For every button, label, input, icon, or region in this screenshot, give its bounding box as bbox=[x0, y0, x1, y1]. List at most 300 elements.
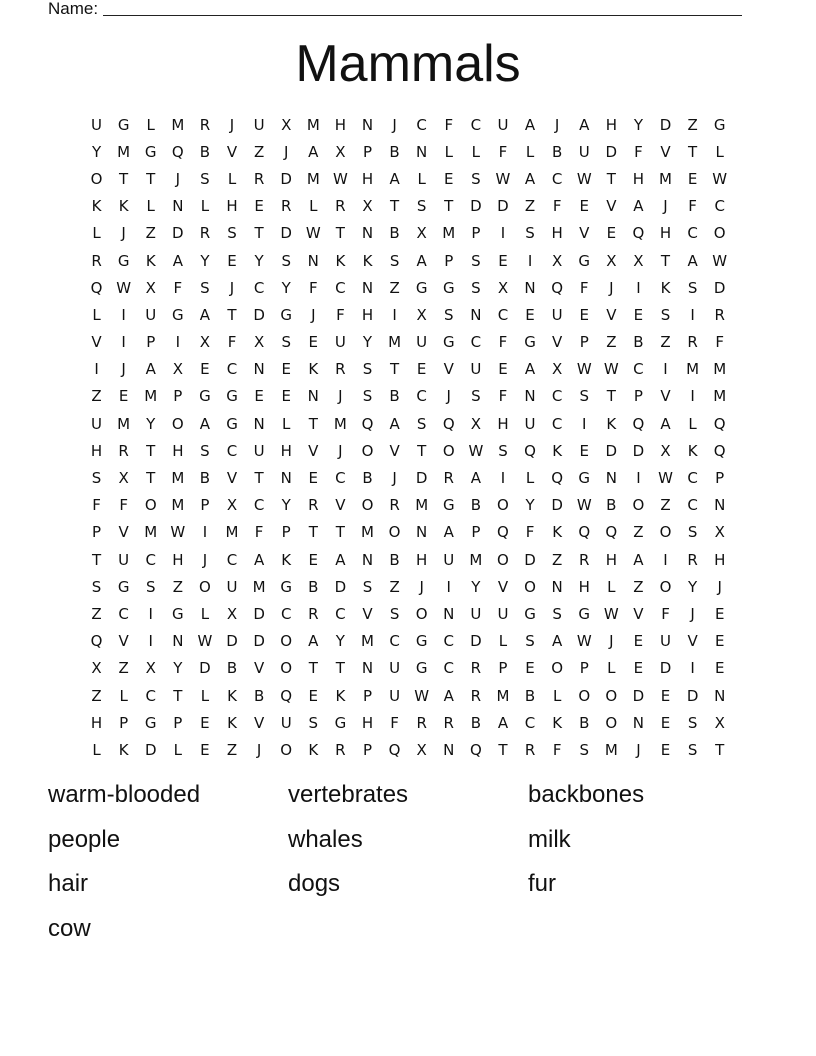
grid-letter: X bbox=[335, 142, 346, 161]
grid-letter: Q bbox=[524, 441, 536, 460]
grid-letter: T bbox=[498, 740, 508, 759]
grid-letter: S bbox=[687, 278, 698, 297]
grid-letter: S bbox=[525, 224, 535, 243]
grid-letter: C bbox=[226, 550, 238, 569]
grid-letter: Z bbox=[91, 604, 102, 623]
grid-letter: R bbox=[199, 224, 211, 243]
grid-letter: G bbox=[442, 278, 455, 297]
grid-letter: X bbox=[226, 604, 238, 623]
grid-letter: D bbox=[497, 197, 509, 216]
grid-row bbox=[83, 437, 733, 464]
grid-letter: T bbox=[335, 224, 345, 243]
grid-letter: E bbox=[525, 659, 535, 678]
grid-letter: H bbox=[226, 197, 238, 216]
grid-letter: C bbox=[226, 360, 238, 379]
grid-row bbox=[83, 655, 733, 682]
grid-letter: C bbox=[687, 496, 698, 515]
grid-letter: M bbox=[659, 169, 672, 188]
grid-letter: E bbox=[687, 169, 698, 188]
grid-letter: L bbox=[227, 169, 237, 188]
grid-letter: C bbox=[335, 469, 346, 488]
grid-letter: V bbox=[253, 659, 265, 678]
grid-letter: O bbox=[497, 550, 509, 569]
grid-letter: Q bbox=[632, 414, 645, 433]
grid-letter: B bbox=[470, 496, 481, 515]
word-bank-item: hair bbox=[48, 870, 89, 898]
grid-letter: P bbox=[173, 713, 183, 732]
grid-letter: N bbox=[253, 360, 265, 379]
grid-letter: O bbox=[144, 496, 157, 515]
grid-letter: K bbox=[335, 251, 346, 270]
grid-letter: R bbox=[335, 360, 346, 379]
grid-row bbox=[83, 709, 733, 736]
grid-letter: Y bbox=[146, 414, 156, 433]
grid-letter: O bbox=[713, 224, 726, 243]
grid-letter: N bbox=[172, 632, 184, 651]
grid-letter: L bbox=[200, 686, 210, 705]
grid-letter: H bbox=[172, 550, 184, 569]
grid-letter: E bbox=[660, 686, 671, 705]
grid-letter: R bbox=[118, 441, 129, 460]
grid-letter: V bbox=[497, 577, 509, 596]
grid-letter: T bbox=[389, 197, 400, 216]
grid-letter: E bbox=[200, 740, 210, 759]
grid-letter: W bbox=[576, 632, 592, 651]
grid-letter: W bbox=[170, 523, 186, 542]
grid-letter: D bbox=[280, 169, 292, 188]
grid-letter: M bbox=[252, 577, 266, 596]
grid-letter: S bbox=[687, 740, 698, 759]
grid-letter: S bbox=[579, 740, 589, 759]
grid-letter: W bbox=[603, 360, 619, 379]
grid-letter: C bbox=[497, 305, 509, 324]
grid-letter: M bbox=[604, 740, 618, 759]
grid-letter: X bbox=[118, 469, 129, 488]
grid-letter: M bbox=[306, 169, 320, 188]
grid-letter: J bbox=[202, 550, 208, 569]
word-bank-item: people bbox=[48, 825, 121, 853]
grid-letter: E bbox=[660, 740, 671, 759]
grid-letter: A bbox=[308, 632, 319, 651]
grid-letter: H bbox=[361, 169, 374, 188]
grid-letter: O bbox=[659, 523, 672, 542]
grid-letter: S bbox=[308, 713, 319, 732]
grid-letter: Z bbox=[389, 577, 400, 596]
grid-letter: P bbox=[498, 659, 508, 678]
grid-row bbox=[83, 220, 733, 247]
grid-letter: H bbox=[416, 550, 428, 569]
grid-letter: T bbox=[606, 169, 616, 188]
grid-letter: V bbox=[606, 305, 617, 324]
grid-letter: O bbox=[361, 441, 374, 460]
grid-letter: G bbox=[415, 659, 428, 678]
grid-row bbox=[83, 682, 733, 709]
grid-letter: A bbox=[633, 197, 644, 216]
grid-letter: T bbox=[254, 224, 264, 243]
grid-letter: G bbox=[334, 713, 347, 732]
grid-letter: Z bbox=[660, 496, 671, 515]
grid-letter: Q bbox=[713, 441, 726, 460]
grid-letter: S bbox=[362, 387, 373, 406]
grid-letter: Q bbox=[713, 414, 726, 433]
grid-letter: I bbox=[202, 523, 208, 542]
grid-letter: M bbox=[117, 414, 131, 433]
grid-letter: G bbox=[117, 577, 130, 596]
grid-letter: I bbox=[121, 333, 126, 352]
grid-letter: N bbox=[470, 305, 482, 324]
grid-letter: L bbox=[309, 197, 318, 216]
grid-letter: S bbox=[552, 604, 562, 623]
grid-letter: M bbox=[388, 333, 402, 352]
grid-letter: K bbox=[308, 360, 319, 379]
grid-letter: Y bbox=[471, 577, 481, 596]
grid-letter: T bbox=[91, 550, 102, 569]
grid-letter: Z bbox=[660, 333, 671, 352]
grid-row bbox=[83, 274, 733, 301]
grid-letter: J bbox=[121, 224, 126, 243]
grid-letter: T bbox=[254, 469, 264, 488]
grid-letter: K bbox=[552, 441, 563, 460]
grid-letter: P bbox=[92, 523, 102, 542]
grid-letter: B bbox=[470, 713, 481, 732]
grid-letter: G bbox=[172, 604, 184, 623]
grid-letter: N bbox=[443, 740, 455, 759]
grid-letter: L bbox=[525, 469, 535, 488]
grid-letter: O bbox=[442, 441, 455, 460]
grid-letter: R bbox=[335, 197, 346, 216]
grid-letter: E bbox=[200, 360, 210, 379]
grid-letter: J bbox=[338, 387, 343, 406]
grid-letter: M bbox=[686, 360, 700, 379]
grid-letter: D bbox=[470, 632, 482, 651]
grid-letter: T bbox=[389, 360, 400, 379]
grid-letter: M bbox=[171, 115, 185, 134]
grid-letter: Q bbox=[551, 278, 564, 297]
grid-letter: S bbox=[471, 387, 481, 406]
grid-letter: X bbox=[416, 224, 427, 243]
grid-letter: Q bbox=[551, 469, 564, 488]
grid-letter: O bbox=[280, 659, 293, 678]
grid-letter: Z bbox=[145, 224, 156, 243]
grid-letter: P bbox=[633, 387, 643, 406]
grid-letter: D bbox=[659, 659, 672, 678]
grid-letter: A bbox=[199, 414, 211, 433]
grid-letter: B bbox=[253, 686, 265, 705]
grid-letter: R bbox=[687, 333, 698, 352]
grid-letter: E bbox=[200, 713, 210, 732]
grid-letter: O bbox=[578, 686, 591, 705]
grid-letter: E bbox=[579, 197, 589, 216]
grid-letter: Y bbox=[688, 577, 698, 596]
grid-letter: V bbox=[660, 142, 671, 161]
grid-letter: C bbox=[443, 632, 454, 651]
grid-letter: W bbox=[197, 632, 213, 651]
grid-letter: F bbox=[498, 142, 508, 161]
grid-letter: P bbox=[715, 469, 725, 488]
grid-letter: I bbox=[446, 577, 451, 596]
grid-letter: U bbox=[91, 115, 103, 134]
grid-letter: Z bbox=[524, 197, 536, 216]
name-label: Name: bbox=[48, 0, 99, 18]
grid-letter: X bbox=[362, 197, 373, 216]
grid-letter: C bbox=[253, 496, 265, 515]
grid-letter: W bbox=[603, 604, 619, 623]
grid-letter: M bbox=[713, 387, 727, 406]
grid-letter: M bbox=[171, 496, 185, 515]
grid-letter: N bbox=[361, 115, 374, 134]
grid-letter: N bbox=[253, 414, 265, 433]
grid-letter: V bbox=[226, 142, 238, 161]
grid-letter: S bbox=[687, 713, 698, 732]
grid-letter: N bbox=[443, 604, 455, 623]
grid-letter: D bbox=[632, 441, 645, 460]
grid-letter: F bbox=[390, 713, 399, 732]
grid-letter: P bbox=[579, 333, 589, 352]
grid-letter: J bbox=[121, 360, 126, 379]
grid-letter: L bbox=[417, 169, 426, 188]
grid-letter: J bbox=[283, 142, 289, 161]
grid-letter: Y bbox=[362, 333, 373, 352]
grid-row bbox=[83, 573, 733, 600]
grid-letter: K bbox=[281, 550, 292, 569]
grid-letter: N bbox=[524, 387, 536, 406]
grid-letter: R bbox=[91, 251, 102, 270]
grid-letter: S bbox=[362, 360, 373, 379]
grid-row bbox=[83, 247, 733, 274]
grid-letter: S bbox=[91, 577, 102, 596]
grid-letter: T bbox=[335, 659, 345, 678]
grid-letter: G bbox=[172, 305, 184, 324]
grid-letter: U bbox=[416, 333, 428, 352]
grid-letter: S bbox=[200, 169, 210, 188]
grid-letter: J bbox=[229, 115, 235, 134]
grid-letter: H bbox=[361, 305, 374, 324]
grid-letter: H bbox=[632, 169, 645, 188]
grid-letter: V bbox=[687, 632, 698, 651]
grid-letter: U bbox=[443, 550, 455, 569]
grid-letter: U bbox=[253, 115, 265, 134]
grid-letter: R bbox=[470, 686, 482, 705]
grid-letter: U bbox=[660, 632, 671, 651]
grid-letter: J bbox=[419, 577, 424, 596]
grid-letter: L bbox=[92, 740, 101, 759]
grid-letter: E bbox=[633, 632, 644, 651]
word-bank-item: warm-blooded bbox=[48, 781, 201, 808]
grid-letter: N bbox=[416, 142, 428, 161]
grid-letter: N bbox=[307, 387, 319, 406]
grid-letter: W bbox=[658, 469, 673, 488]
grid-letter: D bbox=[144, 740, 157, 759]
grid-letter: G bbox=[117, 251, 130, 270]
grid-letter: K bbox=[362, 251, 373, 270]
grid-row bbox=[83, 383, 733, 410]
grid-letter: L bbox=[498, 632, 508, 651]
grid-letter: W bbox=[495, 169, 511, 188]
grid-letter: D bbox=[415, 469, 428, 488]
grid-letter: Z bbox=[687, 115, 698, 134]
grid-letter: J bbox=[338, 441, 343, 460]
grid-letter: U bbox=[253, 441, 265, 460]
grid-letter: B bbox=[389, 142, 400, 161]
grid-row bbox=[83, 464, 733, 491]
grid-letter: C bbox=[524, 713, 536, 732]
grid-letter: Z bbox=[172, 577, 183, 596]
grid-letter: X bbox=[714, 713, 725, 732]
grid-letter: H bbox=[361, 713, 374, 732]
grid-letter: Z bbox=[118, 659, 129, 678]
grid-letter: A bbox=[145, 360, 156, 379]
grid-letter: F bbox=[336, 305, 345, 324]
grid-letter: M bbox=[496, 686, 510, 705]
grid-letter: V bbox=[118, 523, 129, 542]
grid-letter: E bbox=[714, 632, 725, 651]
grid-letter: R bbox=[416, 713, 427, 732]
grid-letter: C bbox=[687, 469, 698, 488]
grid-letter: C bbox=[470, 115, 482, 134]
grid-letter: G bbox=[415, 278, 428, 297]
grid-letter: U bbox=[497, 604, 509, 623]
grid-letter: N bbox=[714, 686, 726, 705]
grid-letter: D bbox=[524, 550, 536, 569]
grid-letter: D bbox=[605, 142, 618, 161]
grid-letter: S bbox=[281, 333, 291, 352]
grid-letter: T bbox=[146, 469, 156, 488]
grid-letter: I bbox=[121, 305, 126, 324]
grid-letter: D bbox=[334, 577, 347, 596]
grid-letter: O bbox=[632, 496, 645, 515]
grid-letter: T bbox=[308, 414, 318, 433]
grid-letter: B bbox=[226, 659, 238, 678]
grid-letter: H bbox=[172, 441, 184, 460]
grid-letter: U bbox=[280, 713, 292, 732]
grid-letter: R bbox=[443, 713, 454, 732]
grid-letter: N bbox=[361, 550, 374, 569]
grid-letter: Y bbox=[335, 632, 345, 651]
grid-letter: D bbox=[199, 659, 211, 678]
grid-letter: J bbox=[663, 197, 668, 216]
grid-letter: E bbox=[308, 686, 319, 705]
grid-letter: J bbox=[392, 115, 397, 134]
grid-letter: B bbox=[579, 713, 590, 732]
grid-letter: N bbox=[307, 251, 319, 270]
grid-letter: B bbox=[389, 550, 400, 569]
grid-letter: H bbox=[280, 441, 292, 460]
grid-letter: S bbox=[660, 305, 671, 324]
grid-letter: V bbox=[335, 496, 346, 515]
grid-letter: I bbox=[148, 604, 153, 623]
word-bank-item: cow bbox=[48, 914, 91, 942]
grid-letter: T bbox=[308, 659, 318, 678]
grid-row bbox=[83, 138, 733, 165]
grid-letter: N bbox=[280, 469, 292, 488]
grid-letter: H bbox=[714, 550, 726, 569]
grid-letter: E bbox=[281, 387, 291, 406]
grid-letter: B bbox=[524, 686, 536, 705]
grid-letter: F bbox=[661, 604, 670, 623]
grid-letter: F bbox=[634, 142, 643, 161]
grid-letter: S bbox=[525, 632, 535, 651]
grid-letter: O bbox=[415, 604, 428, 623]
grid-letter: T bbox=[146, 169, 156, 188]
grid-letter: E bbox=[579, 441, 589, 460]
grid-letter: J bbox=[175, 169, 181, 188]
grid-letter: E bbox=[714, 659, 725, 678]
grid-letter: W bbox=[305, 224, 321, 243]
grid-letter: R bbox=[308, 604, 319, 623]
grid-letter: L bbox=[146, 197, 155, 216]
grid-letter: J bbox=[554, 115, 560, 134]
grid-letter: D bbox=[172, 224, 184, 243]
grid-letter: Q bbox=[90, 278, 103, 297]
grid-letter: F bbox=[552, 740, 562, 759]
grid-row bbox=[83, 628, 733, 655]
word-bank-item: dogs bbox=[288, 870, 341, 898]
grid-letter: Y bbox=[633, 115, 643, 134]
grid-letter: E bbox=[254, 197, 264, 216]
grid-letter: P bbox=[471, 224, 481, 243]
grid-letter: R bbox=[253, 169, 265, 188]
grid-letter: V bbox=[118, 632, 129, 651]
grid-letter: G bbox=[280, 305, 293, 324]
grid-letter: M bbox=[469, 550, 483, 569]
grid-letter: I bbox=[690, 305, 695, 324]
grid-letter: J bbox=[446, 387, 451, 406]
grid-letter: D bbox=[659, 115, 672, 134]
grid-letter: V bbox=[606, 197, 617, 216]
grid-letter: H bbox=[605, 550, 617, 569]
grid-letter: L bbox=[607, 577, 616, 596]
grid-letter: O bbox=[605, 713, 618, 732]
grid-letter: W bbox=[712, 169, 728, 188]
grid-letter: Q bbox=[442, 414, 455, 433]
grid-letter: V bbox=[91, 333, 102, 352]
grid-letter: W bbox=[332, 169, 348, 188]
grid-letter: X bbox=[226, 496, 238, 515]
grid-letter: T bbox=[660, 251, 671, 270]
grid-letter: A bbox=[524, 115, 536, 134]
word-bank-item: milk bbox=[528, 825, 571, 853]
grid-letter: F bbox=[525, 523, 535, 542]
grid-letter: I bbox=[500, 224, 506, 243]
grid-letter: C bbox=[551, 414, 563, 433]
grid-letter: E bbox=[444, 169, 454, 188]
grid-letter: U bbox=[389, 659, 401, 678]
grid-letter: B bbox=[362, 469, 373, 488]
grid-letter: B bbox=[199, 469, 211, 488]
grid-letter: S bbox=[389, 251, 400, 270]
grid-row bbox=[83, 329, 733, 356]
grid-letter: Z bbox=[552, 550, 563, 569]
grid-letter: Z bbox=[91, 686, 102, 705]
grid-letter: Q bbox=[280, 686, 293, 705]
grid-letter: E bbox=[714, 604, 725, 623]
grid-letter: D bbox=[280, 224, 292, 243]
grid-letter: U bbox=[389, 686, 401, 705]
word-bank-item: vertebrates bbox=[288, 781, 409, 808]
grid-letter: Q bbox=[90, 632, 103, 651]
grid-letter: G bbox=[524, 333, 536, 352]
grid-letter: G bbox=[117, 115, 130, 134]
grid-letter: H bbox=[497, 414, 509, 433]
grid-letter: S bbox=[444, 305, 454, 324]
grid-letter: M bbox=[144, 387, 158, 406]
grid-letter: E bbox=[118, 387, 129, 406]
grid-letter: T bbox=[417, 441, 427, 460]
grid-letter: Y bbox=[91, 142, 102, 161]
grid-letter: X bbox=[416, 305, 427, 324]
grid-letter: N bbox=[551, 577, 563, 596]
grid-letter: C bbox=[335, 278, 346, 297]
